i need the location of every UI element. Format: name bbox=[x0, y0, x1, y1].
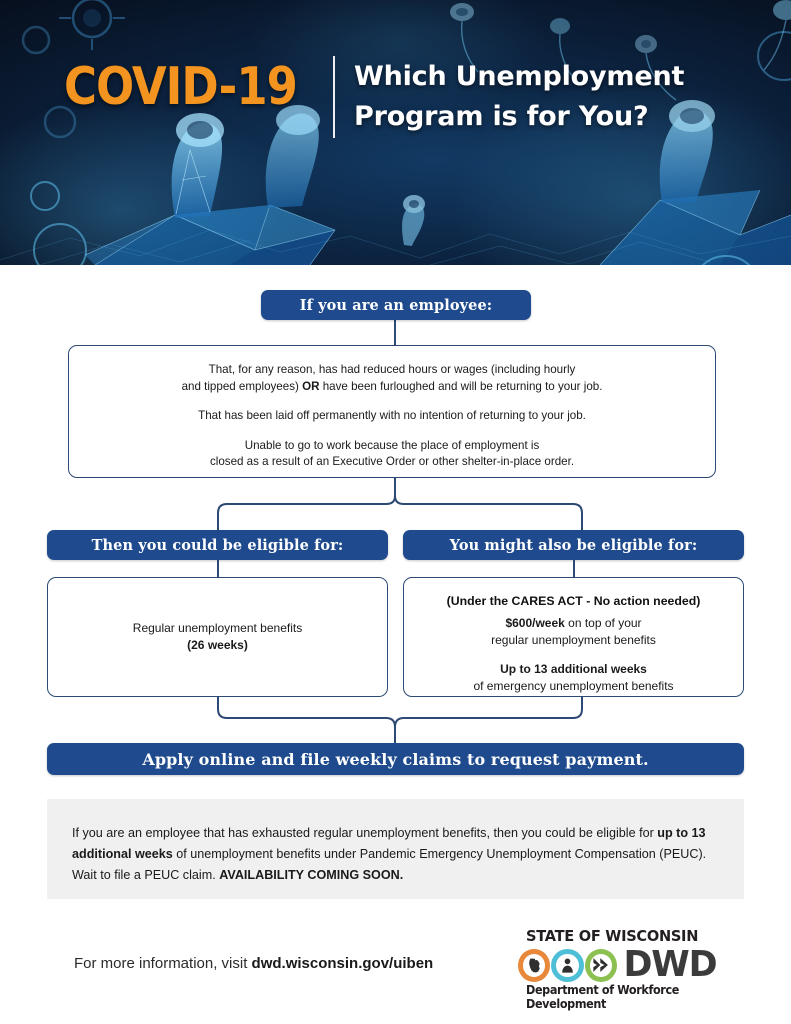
cares-act-amount-sub: regular unemployment benefits bbox=[491, 633, 656, 647]
wisconsin-state-shape-icon bbox=[526, 957, 543, 974]
double-chevron-icon bbox=[592, 957, 610, 973]
dwd-website-url[interactable]: dwd.wisconsin.gov/uiben bbox=[251, 955, 434, 972]
criteria-1-line-1: That, for any reason, has had reduced hours or wages (including hourly bbox=[208, 363, 576, 376]
regular-benefits-line-1: Regular unemployment benefits bbox=[132, 621, 303, 635]
connector-top-to-criteria bbox=[394, 320, 396, 346]
page-title bbox=[354, 57, 754, 137]
connector-merge-to-apply bbox=[190, 697, 610, 745]
cares-act-weeks-sub: of emergency unemployment benefits bbox=[473, 679, 674, 693]
criteria-box bbox=[68, 345, 716, 478]
regular-benefits-box bbox=[47, 577, 388, 697]
header-divider bbox=[333, 56, 335, 138]
criteria-item-2: That has been laid off permanently with no intention of returning to your job. bbox=[198, 409, 586, 422]
cares-act-weeks: Up to 13 additional weeks bbox=[500, 662, 647, 676]
criteria-3-line-1: Unable to go to work because the place of employment is bbox=[244, 438, 540, 452]
cares-act-heading: (Under the CARES ACT - No action needed) bbox=[446, 594, 701, 608]
peuc-note-part-2: of unemployment benefits under Pandemic Emergency Unemployment Compensation (PEUC). Wait to file a PEUC claim. bbox=[72, 847, 707, 882]
logo-ring-chevrons bbox=[585, 949, 617, 982]
more-information-text bbox=[74, 955, 433, 972]
person-icon bbox=[559, 957, 576, 974]
peuc-note-box bbox=[47, 799, 744, 899]
peuc-note-bold-1: up to 13 additional weeks bbox=[72, 826, 706, 861]
criteria-3-line-2: closed as a result of an Executive Order or other shelter-in-place order. bbox=[209, 455, 575, 468]
page-title-line-2: Program is for You? bbox=[354, 101, 649, 132]
logo-marks-row bbox=[518, 944, 718, 985]
criteria-item-3 bbox=[91, 438, 693, 471]
peuc-note-bold-2: AVAILABILITY COMING SOON. bbox=[219, 868, 404, 882]
criteria-1-line-2-post: have been furloughed and will be returning to your job. bbox=[319, 379, 603, 393]
connector-left-banner-to-box bbox=[217, 560, 219, 578]
connector-right-banner-to-box bbox=[573, 560, 575, 578]
cares-act-benefits-box bbox=[403, 577, 744, 697]
more-info-prefix: For more information, visit bbox=[74, 955, 252, 972]
peuc-note-text bbox=[72, 823, 722, 886]
logo-department-text: Department of Workforce Development bbox=[526, 983, 679, 1011]
cares-act-extra-weeks bbox=[418, 661, 729, 695]
regular-benefits-line-2: (26 weeks) bbox=[187, 638, 248, 652]
logo-ring-wisconsin bbox=[518, 949, 550, 982]
covid-19-label: COVID-19 bbox=[64, 57, 297, 117]
connector-fork-split bbox=[190, 478, 610, 530]
criteria-1-or: OR bbox=[302, 379, 320, 393]
banner-if-you-are-an-employee: If you are an employee: bbox=[261, 290, 531, 320]
page-title-line-1: Which Unemployment bbox=[354, 61, 685, 92]
cares-act-weekly-amount bbox=[418, 615, 729, 649]
criteria-1-line-2-pre: and tipped employees) bbox=[181, 379, 303, 393]
criteria-item-1 bbox=[91, 362, 693, 395]
dwd-logo bbox=[518, 927, 718, 1011]
logo-acronym: DWD bbox=[623, 944, 717, 985]
cares-act-amount-rest: on top of your bbox=[564, 616, 642, 630]
spacer bbox=[418, 649, 729, 661]
banner-you-might-also-be-eligible: You might also be eligible for: bbox=[403, 530, 744, 560]
banner-then-you-could-be-eligible: Then you could be eligible for: bbox=[47, 530, 388, 560]
header-banner bbox=[0, 0, 791, 265]
regular-benefits-text bbox=[133, 620, 302, 654]
peuc-note-part-1: If you are an employee that has exhausted regular unemployment benefits, then you could be eligible for bbox=[72, 826, 658, 840]
cares-act-amount: $600/week bbox=[505, 616, 565, 630]
header-content bbox=[0, 0, 791, 265]
logo-state-of-wisconsin-text: STATE OF WISCONSIN bbox=[526, 927, 699, 945]
banner-apply-online: Apply online and file weekly claims to request payment. bbox=[47, 743, 744, 775]
logo-ring-person bbox=[551, 949, 583, 982]
